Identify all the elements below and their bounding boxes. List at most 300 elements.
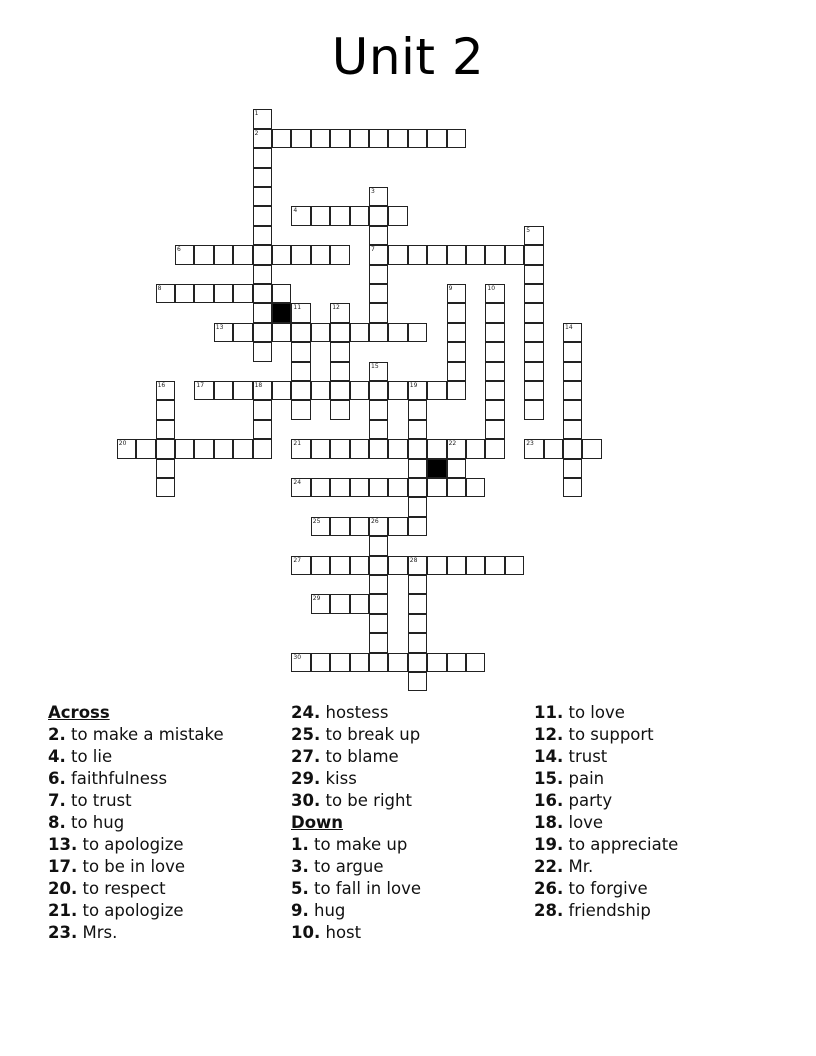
grid-cell[interactable] [524, 284, 543, 303]
grid-cell[interactable] [291, 323, 310, 342]
clue-number: 12. [534, 725, 564, 744]
cell-number: 3 [371, 188, 375, 195]
clue-text: to make up [314, 835, 408, 854]
grid-cell[interactable] [447, 478, 466, 497]
grid-cell[interactable] [447, 556, 466, 575]
grid-cell[interactable] [350, 556, 369, 575]
grid-cell[interactable] [408, 614, 427, 633]
grid-cell[interactable] [408, 129, 427, 148]
grid-cell[interactable] [311, 478, 330, 497]
grid-cell[interactable] [485, 381, 504, 400]
cell-number: 10 [487, 285, 496, 292]
grid-cell[interactable] [253, 284, 272, 303]
grid-cell[interactable] [136, 439, 155, 458]
grid-cell[interactable] [272, 245, 291, 264]
clue-number: 8. [48, 813, 66, 832]
clue-across-30 [291, 790, 421, 812]
grid-cell[interactable] [330, 653, 349, 672]
cell-number: 11 [293, 304, 302, 312]
clue-number: 18. [534, 813, 564, 832]
grid-cell[interactable] [233, 439, 252, 458]
grid-cell[interactable] [369, 245, 388, 264]
grid-cell[interactable] [311, 206, 330, 225]
grid-cell[interactable] [408, 672, 427, 691]
grid-cell[interactable] [233, 245, 252, 264]
cell-number: 8 [157, 285, 162, 292]
grid-cell[interactable] [369, 653, 388, 672]
clue-across-29 [291, 768, 421, 790]
grid-cell[interactable] [233, 284, 252, 303]
grid-cell[interactable] [369, 439, 388, 458]
clue-down-5 [291, 878, 421, 900]
grid-cell[interactable] [466, 439, 485, 458]
grid-cell[interactable] [214, 439, 233, 458]
grid-cell[interactable] [272, 284, 291, 303]
clue-down-28 [534, 900, 678, 922]
clue-number: 16. [534, 791, 564, 810]
grid-cell[interactable] [253, 303, 272, 322]
grid-cell[interactable] [272, 381, 291, 400]
grid-cell[interactable] [427, 478, 446, 497]
clue-text: to be right [325, 791, 412, 810]
grid-cell[interactable] [427, 245, 446, 264]
grid-cell[interactable] [388, 439, 407, 458]
grid-cell[interactable] [311, 323, 330, 342]
clue-number: 30. [291, 791, 321, 810]
clue-down-26 [534, 878, 678, 900]
down-heading: Down [291, 813, 344, 832]
grid-cell[interactable] [369, 187, 388, 206]
grid-cell[interactable] [388, 556, 407, 575]
grid-cell[interactable] [388, 478, 407, 497]
grid-cell[interactable] [311, 594, 330, 613]
grid-cell[interactable] [156, 400, 175, 419]
grid-cell[interactable] [291, 303, 310, 322]
grid-cell[interactable] [563, 381, 582, 400]
cell-number: 24 [293, 479, 302, 486]
grid-cell[interactable] [408, 323, 427, 342]
grid-cell[interactable] [369, 517, 388, 536]
grid-cell[interactable] [291, 362, 310, 381]
clue-number: 19. [534, 835, 564, 854]
grid-cell[interactable] [369, 594, 388, 613]
grid-cell[interactable] [330, 478, 349, 497]
grid-cell[interactable] [156, 439, 175, 458]
grid-cell[interactable] [388, 381, 407, 400]
clue-text: to argue [314, 857, 384, 876]
clue-down-9 [291, 900, 421, 922]
grid-cell[interactable] [311, 129, 330, 148]
clue-across-13 [48, 834, 224, 856]
grid-cell[interactable] [253, 129, 272, 148]
grid-cell[interactable] [447, 653, 466, 672]
clue-across-23 [48, 922, 224, 944]
grid-cell[interactable] [408, 478, 427, 497]
clue-down-14 [534, 746, 678, 768]
grid-cell[interactable] [253, 342, 272, 361]
clue-text: to make a mistake [71, 725, 224, 744]
grid-cell[interactable] [291, 556, 310, 575]
grid-cell[interactable] [408, 381, 427, 400]
grid-cell[interactable] [466, 478, 485, 497]
clue-text: hostess [325, 703, 389, 722]
grid-cell[interactable] [311, 381, 330, 400]
grid-cell[interactable] [117, 439, 136, 458]
clue-text: kiss [325, 769, 357, 788]
grid-cell[interactable] [524, 245, 543, 264]
grid-cell[interactable] [563, 478, 582, 497]
grid-cell[interactable] [233, 381, 252, 400]
grid-cell[interactable] [350, 129, 369, 148]
grid-cell[interactable] [388, 323, 407, 342]
clue-number: 20. [48, 879, 78, 898]
grid-cell[interactable] [175, 439, 194, 458]
grid-cell[interactable] [369, 575, 388, 594]
grid-cell[interactable] [156, 381, 175, 400]
grid-cell[interactable] [350, 381, 369, 400]
grid-cell[interactable] [175, 245, 194, 264]
grid-cell[interactable] [194, 381, 213, 400]
grid-cell[interactable] [447, 342, 466, 361]
clue-text: friendship [568, 901, 651, 920]
clue-text: trust [568, 747, 608, 766]
grid-cell[interactable] [524, 226, 543, 245]
grid-cell[interactable] [330, 245, 349, 264]
grid-cell[interactable] [369, 400, 388, 419]
grid-cell[interactable] [485, 439, 504, 458]
grid-cell[interactable] [427, 129, 446, 148]
grid-cell[interactable] [563, 323, 582, 342]
grid-cell[interactable] [291, 400, 310, 419]
grid-cell[interactable] [447, 381, 466, 400]
grid-cell[interactable] [408, 420, 427, 439]
grid-cell[interactable] [524, 439, 543, 458]
grid-cell[interactable] [350, 653, 369, 672]
clue-across-6 [48, 768, 224, 790]
grid-cell[interactable] [408, 400, 427, 419]
grid-cell[interactable] [214, 245, 233, 264]
grid-cell[interactable] [253, 226, 272, 245]
grid-cell[interactable] [350, 478, 369, 497]
cell-number: 21 [293, 440, 302, 448]
grid-cell[interactable] [233, 323, 252, 342]
grid-cell[interactable] [447, 459, 466, 478]
grid-cell[interactable] [330, 556, 349, 575]
clue-text: love [568, 813, 604, 832]
grid-cell[interactable] [582, 439, 601, 458]
grid-cell[interactable] [194, 245, 213, 264]
grid-cell[interactable] [214, 323, 233, 342]
grid-cell[interactable] [330, 381, 349, 400]
grid-cell[interactable] [524, 342, 543, 361]
grid-cell[interactable] [485, 420, 504, 439]
clue-text: to appreciate [568, 835, 679, 854]
grid-cell[interactable] [330, 303, 349, 322]
grid-cell[interactable] [291, 206, 310, 225]
grid-cell[interactable] [330, 342, 349, 361]
grid-cell[interactable] [447, 362, 466, 381]
clue-down-19 [534, 834, 678, 856]
grid-cell[interactable] [214, 284, 233, 303]
grid-cell[interactable] [214, 381, 233, 400]
grid-cell[interactable] [447, 284, 466, 303]
grid-cell[interactable] [291, 129, 310, 148]
grid-cell[interactable] [427, 556, 446, 575]
clue-number: 4. [48, 747, 66, 766]
grid-cell[interactable] [427, 439, 446, 458]
clue-down-11 [534, 702, 678, 724]
clue-number: 3. [291, 857, 309, 876]
grid-cell[interactable] [524, 381, 543, 400]
clue-text: pain [568, 769, 605, 788]
clue-number: 17. [48, 857, 78, 876]
grid-cell[interactable] [524, 323, 543, 342]
grid-cell[interactable] [408, 459, 427, 478]
clue-across-4 [48, 746, 224, 768]
clue-text: party [568, 791, 613, 810]
cell-number: 28 [409, 556, 418, 564]
cell-number: 5 [526, 226, 531, 234]
clue-down-16 [534, 790, 678, 812]
clue-number: 9. [291, 901, 309, 920]
grid-cell[interactable] [253, 420, 272, 439]
grid-cell[interactable] [369, 303, 388, 322]
clue-text: to apologize [82, 901, 184, 920]
grid-cell[interactable] [253, 148, 272, 167]
cell-number: 9 [448, 285, 453, 292]
clue-down-22 [534, 856, 678, 878]
cell-number: 23 [526, 440, 534, 448]
clues-column-2 [291, 702, 421, 944]
grid-cell[interactable] [369, 206, 388, 225]
grid-cell[interactable] [369, 323, 388, 342]
clue-down-15 [534, 768, 678, 790]
grid-cell[interactable] [369, 284, 388, 303]
cell-number: 2 [254, 129, 259, 137]
grid-cell[interactable] [388, 129, 407, 148]
grid-cell[interactable] [485, 303, 504, 322]
grid-cell[interactable] [369, 129, 388, 148]
grid-cell[interactable] [485, 342, 504, 361]
grid-cell[interactable] [505, 556, 524, 575]
clue-text: to be in love [82, 857, 186, 876]
grid-cell[interactable] [330, 439, 349, 458]
clue-text: host [325, 923, 362, 942]
grid-cell[interactable] [253, 206, 272, 225]
clue-number: 2. [48, 725, 66, 744]
cell-number: 14 [565, 323, 573, 331]
grid-cell[interactable] [369, 633, 388, 652]
cell-number: 4 [293, 207, 298, 215]
grid-cell[interactable] [408, 633, 427, 652]
grid-cell[interactable] [330, 594, 349, 613]
cell-number: 20 [118, 440, 127, 448]
grid-cell[interactable] [194, 284, 213, 303]
grid-cell[interactable] [524, 265, 543, 284]
grid-cell[interactable] [253, 439, 272, 458]
grid-cell[interactable] [253, 109, 272, 128]
grid-cell[interactable] [505, 245, 524, 264]
grid-cell[interactable] [388, 245, 407, 264]
clue-text: to love [568, 703, 625, 722]
grid-cell[interactable] [253, 245, 272, 264]
clue-number: 24. [291, 703, 321, 722]
grid-cell[interactable] [408, 439, 427, 458]
clue-number: 29. [291, 769, 321, 788]
grid-cell[interactable] [350, 206, 369, 225]
clue-across-24 [291, 702, 421, 724]
clue-down-10 [291, 922, 421, 944]
grid-cell[interactable] [156, 459, 175, 478]
grid-cell[interactable] [369, 556, 388, 575]
grid-cell[interactable] [408, 497, 427, 516]
grid-cell[interactable] [330, 400, 349, 419]
clue-text: hug [314, 901, 346, 920]
grid-cell[interactable] [291, 653, 310, 672]
grid-cell[interactable] [408, 517, 427, 536]
grid-cell[interactable] [563, 439, 582, 458]
clue-number: 5. [291, 879, 309, 898]
grid-cell[interactable] [388, 206, 407, 225]
grid-cell[interactable] [156, 478, 175, 497]
grid-cell[interactable] [311, 439, 330, 458]
grid-cell[interactable] [369, 614, 388, 633]
grid-cell[interactable] [388, 653, 407, 672]
grid-cell[interactable] [369, 420, 388, 439]
clue-text: to lie [71, 747, 113, 766]
grid-cell[interactable] [311, 517, 330, 536]
grid-cell[interactable] [447, 303, 466, 322]
grid-cell[interactable] [408, 594, 427, 613]
grid-cell[interactable] [544, 439, 563, 458]
grid-cell[interactable] [253, 265, 272, 284]
cell-number: 29 [312, 595, 321, 603]
grid-cell[interactable] [272, 323, 291, 342]
clue-number: 1. [291, 835, 309, 854]
grid-cell[interactable] [350, 517, 369, 536]
grid-cell[interactable] [253, 168, 272, 187]
grid-cell[interactable] [563, 459, 582, 478]
grid-cell[interactable] [447, 245, 466, 264]
grid-cell[interactable] [563, 362, 582, 381]
cell-number: 22 [448, 440, 457, 448]
clue-down-3 [291, 856, 421, 878]
grid-cell[interactable] [427, 381, 446, 400]
clue-text: to apologize [82, 835, 184, 854]
grid-cell[interactable] [330, 129, 349, 148]
grid-cell[interactable] [156, 420, 175, 439]
clue-text: to fall in love [314, 879, 422, 898]
grid-cell[interactable] [466, 556, 485, 575]
grid-cell[interactable] [253, 187, 272, 206]
grid-cell[interactable] [447, 439, 466, 458]
grid-cell[interactable] [156, 284, 175, 303]
black-cell [427, 459, 446, 478]
grid-cell[interactable] [311, 556, 330, 575]
grid-cell[interactable] [408, 653, 427, 672]
grid-cell[interactable] [350, 323, 369, 342]
grid-cell[interactable] [466, 245, 485, 264]
grid-cell[interactable] [311, 245, 330, 264]
grid-cell[interactable] [408, 575, 427, 594]
grid-cell[interactable] [369, 381, 388, 400]
clue-text: faithfulness [71, 769, 168, 788]
clue-text: to forgive [568, 879, 648, 898]
grid-cell[interactable] [369, 536, 388, 555]
grid-cell[interactable] [330, 517, 349, 536]
grid-cell[interactable] [272, 129, 291, 148]
clue-across-7 [48, 790, 224, 812]
grid-cell[interactable] [291, 478, 310, 497]
grid-cell[interactable] [427, 653, 446, 672]
grid-cell[interactable] [175, 284, 194, 303]
grid-cell[interactable] [369, 226, 388, 245]
grid-cell[interactable] [408, 556, 427, 575]
clue-across-25 [291, 724, 421, 746]
grid-cell[interactable] [485, 362, 504, 381]
clue-across-20 [48, 878, 224, 900]
grid-cell[interactable] [291, 245, 310, 264]
grid-cell[interactable] [524, 303, 543, 322]
clue-text: to blame [325, 747, 399, 766]
clue-number: 22. [534, 857, 564, 876]
grid-cell[interactable] [408, 245, 427, 264]
grid-cell[interactable] [369, 265, 388, 284]
clue-down-12 [534, 724, 678, 746]
page-title: Unit 2 [331, 28, 485, 86]
cell-number: 7 [371, 246, 375, 254]
clue-number: 21. [48, 901, 78, 920]
grid-cell[interactable] [330, 323, 349, 342]
grid-cell[interactable] [563, 420, 582, 439]
grid-cell[interactable] [253, 323, 272, 342]
grid-cell[interactable] [524, 400, 543, 419]
grid-cell[interactable] [485, 284, 504, 303]
grid-cell[interactable] [485, 400, 504, 419]
grid-cell[interactable] [485, 556, 504, 575]
grid-cell[interactable] [369, 478, 388, 497]
grid-cell[interactable] [291, 439, 310, 458]
grid-cell[interactable] [388, 517, 407, 536]
grid-cell[interactable] [350, 439, 369, 458]
clue-across-21 [48, 900, 224, 922]
grid-cell[interactable] [291, 381, 310, 400]
grid-cell[interactable] [291, 342, 310, 361]
grid-cell[interactable] [350, 594, 369, 613]
grid-cell[interactable] [253, 400, 272, 419]
grid-cell[interactable] [194, 439, 213, 458]
clue-number: 28. [534, 901, 564, 920]
across-heading: Across [48, 703, 110, 722]
grid-cell[interactable] [311, 653, 330, 672]
grid-cell[interactable] [447, 129, 466, 148]
clue-across-8 [48, 812, 224, 834]
grid-cell[interactable] [524, 362, 543, 381]
grid-cell[interactable] [466, 653, 485, 672]
grid-cell[interactable] [485, 323, 504, 342]
cell-number: 12 [332, 304, 340, 312]
cell-number: 13 [215, 323, 224, 331]
grid-cell[interactable] [563, 400, 582, 419]
grid-cell[interactable] [369, 362, 388, 381]
cell-number: 15 [371, 362, 379, 370]
grid-cell[interactable] [330, 362, 349, 381]
grid-cell[interactable] [485, 245, 504, 264]
grid-cell[interactable] [253, 381, 272, 400]
grid-cell[interactable] [563, 342, 582, 361]
grid-cell[interactable] [330, 206, 349, 225]
grid-cell[interactable] [447, 323, 466, 342]
